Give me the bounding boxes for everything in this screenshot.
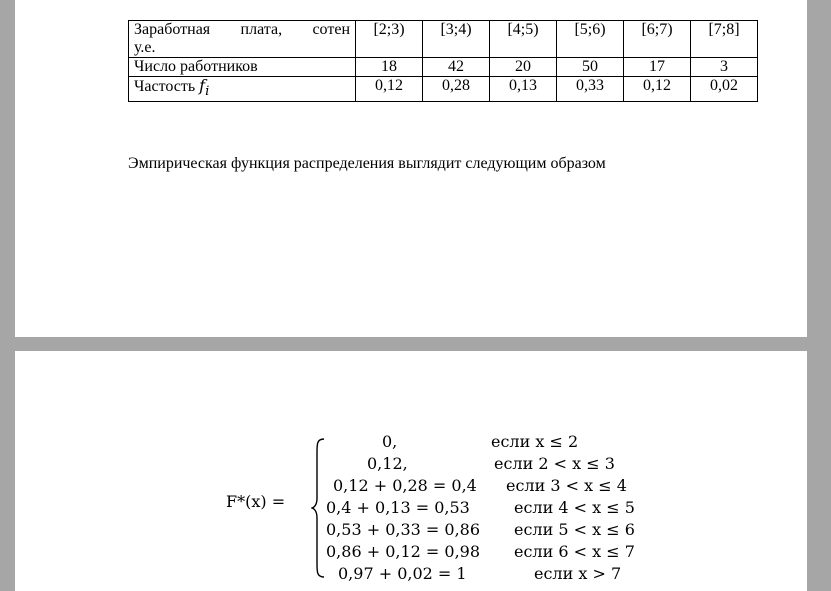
table-row <box>129 21 758 58</box>
workers-cell: 17 <box>624 58 691 77</box>
header-word: плата, <box>240 21 283 38</box>
freq-label-cell <box>129 77 356 102</box>
freq-symbol-letter: f <box>199 76 206 95</box>
case-condition: если 4 < x ≤ 5 <box>514 498 635 517</box>
table-row <box>129 58 758 77</box>
formula-lhs: F*(x) = <box>226 492 286 511</box>
workers-cell: 42 <box>423 58 490 77</box>
freq-symbol <box>199 76 210 100</box>
freq-cell: 0,13 <box>490 77 557 102</box>
workers-label-cell: Число работников <box>129 58 356 77</box>
freq-label-text: Частость <box>134 78 196 95</box>
freq-cell: 0,28 <box>423 77 490 102</box>
freq-cell: 0,33 <box>557 77 624 102</box>
left-brace-icon <box>311 438 325 578</box>
freq-cell: 0,02 <box>691 77 758 102</box>
case-value: 0, <box>382 432 398 451</box>
workers-cell: 3 <box>691 58 758 77</box>
salary-header-line2: у.е. <box>134 39 156 56</box>
case-value: 0,12, <box>367 454 408 473</box>
body-paragraph: Эмпирическая функция распределения выглядит следующим образом <box>128 155 606 172</box>
case-condition: если x > 7 <box>534 564 622 583</box>
workers-cell: 50 <box>557 58 624 77</box>
case-value: 0,53 + 0,33 = 0,86 <box>326 520 481 539</box>
case-value: 0,4 + 0,13 = 0,53 <box>326 498 470 517</box>
case-value: 0,86 + 0,12 = 0,98 <box>326 542 481 561</box>
freq-symbol-subscript: i <box>205 84 210 100</box>
salary-header-line1 <box>134 21 350 39</box>
interval-cell: [5;6) <box>557 21 624 58</box>
case-value: 0,97 + 0,02 = 1 <box>338 564 467 583</box>
case-condition: если 5 < x ≤ 6 <box>514 520 635 539</box>
interval-cell: [7;8] <box>691 21 758 58</box>
interval-cell: [2;3) <box>356 21 423 58</box>
interval-cell: [4;5) <box>490 21 557 58</box>
document-page-2 <box>15 351 807 591</box>
table-row <box>129 77 758 102</box>
salary-header-cell <box>129 21 356 58</box>
case-condition: если 6 < x ≤ 7 <box>514 542 635 561</box>
workers-cell: 20 <box>490 58 557 77</box>
workers-cell: 18 <box>356 58 423 77</box>
frequency-table <box>128 20 758 102</box>
header-word: сотен <box>312 21 350 38</box>
case-condition: если x ≤ 2 <box>491 432 579 451</box>
document-page-1 <box>15 0 807 337</box>
case-condition: если 2 < x ≤ 3 <box>494 454 615 473</box>
case-value: 0,12 + 0,28 = 0,4 <box>333 476 477 495</box>
header-word: Заработная <box>134 21 211 38</box>
case-condition: если 3 < x ≤ 4 <box>506 476 627 495</box>
interval-cell: [3;4) <box>423 21 490 58</box>
freq-cell: 0,12 <box>624 77 691 102</box>
freq-cell: 0,12 <box>356 77 423 102</box>
interval-cell: [6;7) <box>624 21 691 58</box>
